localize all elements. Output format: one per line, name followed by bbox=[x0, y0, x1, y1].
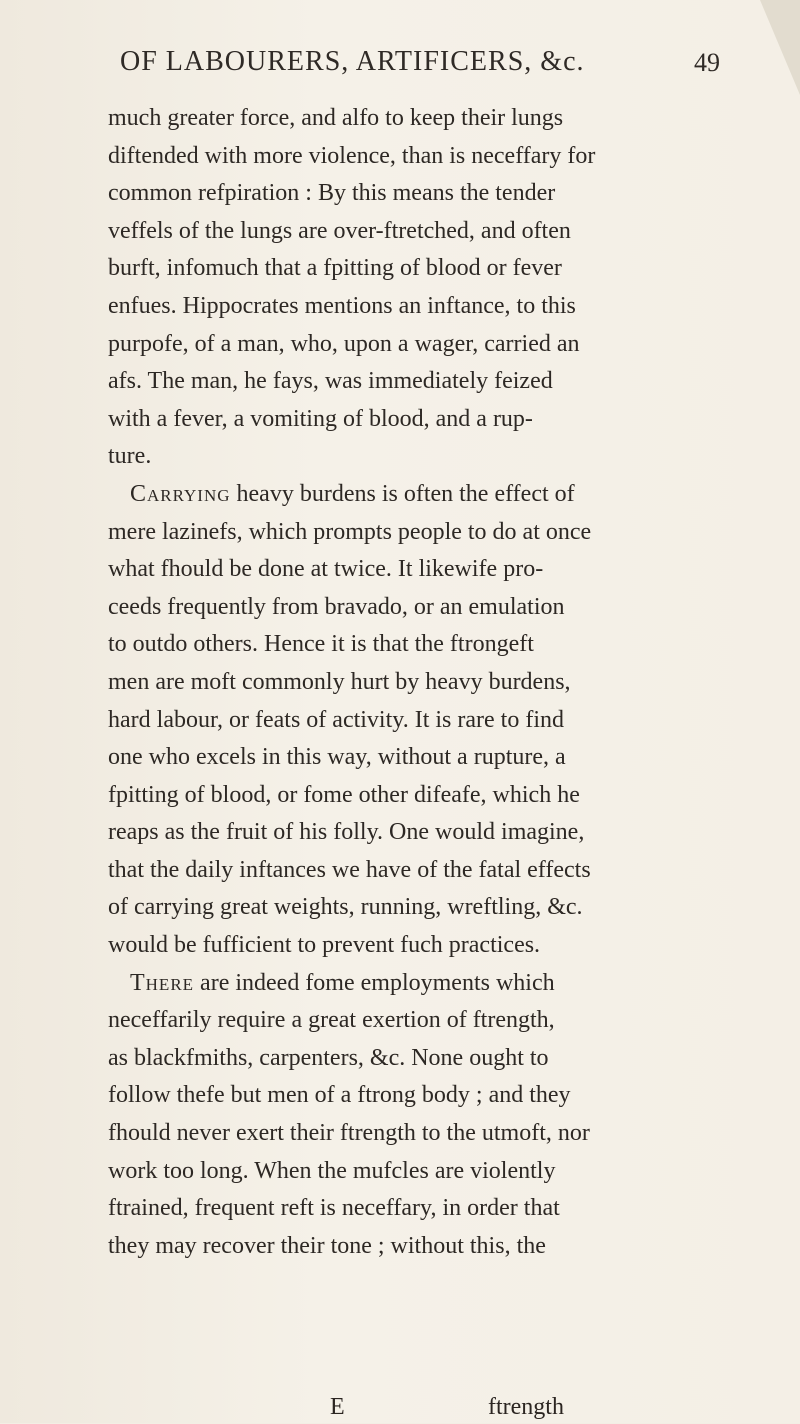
text-line: would be fufficient to prevent fuch practices. bbox=[108, 932, 541, 959]
text-line: men are moft commonly hurt by heavy burdens, bbox=[108, 668, 571, 695]
text-line: hard labour, or feats of activity. It is rare to find bbox=[108, 706, 564, 733]
page-header bbox=[120, 46, 720, 86]
text-line: what fhould be done at twice. It likewife pro- bbox=[108, 556, 544, 583]
text-line: ftrained, frequent reft is neceffary, in order that bbox=[108, 1195, 560, 1222]
text-line: much greater force, and alfo to keep their lungs bbox=[108, 105, 564, 131]
text-line: enfues. Hippocrates mentions an inftance, to this bbox=[108, 292, 576, 319]
text-line: veffels of the lungs are over-ftretched, and often bbox=[108, 217, 571, 244]
paragraph-start bbox=[108, 476, 722, 514]
text-line: follow thefe but men of a ftrong body ; and they bbox=[108, 1082, 571, 1109]
page-corner bbox=[760, 0, 800, 95]
page-number: 49 bbox=[694, 48, 720, 77]
catchword: ftrength bbox=[488, 1394, 564, 1420]
text-line: neceffarily require a great exertion of ftrength, bbox=[108, 1007, 555, 1034]
paragraph-lead-word: There bbox=[130, 969, 195, 996]
body-text bbox=[108, 100, 722, 1265]
text-line: one who excels in this way, without a rupture, a bbox=[108, 744, 566, 771]
text-line: with a fever, a vomiting of blood, and a rup- bbox=[108, 405, 533, 432]
text-line: afs. The man, he fays, was immediately feized bbox=[108, 368, 553, 395]
text-line: fpitting of blood, or fome other difeafe, which he bbox=[108, 781, 580, 808]
text-line: ceeds frequently from bravado, or an emulation bbox=[108, 593, 565, 620]
text-line: ture. bbox=[108, 443, 152, 470]
text-line: reaps as the fruit of his folly. One would imagine, bbox=[108, 819, 585, 846]
signature-mark: E bbox=[330, 1394, 345, 1420]
text-line: burft, infomuch that a fpitting of blood or fever bbox=[108, 255, 562, 282]
paragraph-lead-word: Carrying bbox=[130, 480, 231, 507]
running-head: OF LABOURERS, ARTIFICERS, &c. bbox=[120, 46, 585, 77]
text-line: they may recover their tone ; without this, the bbox=[108, 1232, 546, 1259]
paragraph-first-line: heavy burdens is often the effect of bbox=[230, 480, 575, 507]
text-line: that the daily inftances we have of the fatal effects bbox=[108, 856, 591, 883]
text-line: diftended with more violence, than is neceffary for bbox=[108, 142, 596, 169]
page-footer bbox=[108, 1394, 722, 1424]
text-line: as blackfmiths, carpenters, &c. None ought to bbox=[108, 1044, 549, 1071]
text-line: work too long. When the mufcles are violently bbox=[108, 1157, 556, 1184]
text-line: mere lazinefs, which prompts people to do at once bbox=[108, 518, 592, 545]
paragraph-first-line: are indeed fome employments which bbox=[194, 969, 555, 996]
text-line: purpofe, of a man, who, upon a wager, carried an bbox=[108, 330, 580, 357]
text-line: of carrying great weights, running, wreftling, &c. bbox=[108, 894, 583, 921]
text-line: to outdo others. Hence it is that the ftrongeft bbox=[108, 631, 534, 658]
text-line: common refpiration : By this means the tender bbox=[108, 180, 556, 207]
text-line: fhould never exert their ftrength to the utmoft, nor bbox=[108, 1120, 590, 1147]
paragraph-start bbox=[108, 965, 722, 1003]
